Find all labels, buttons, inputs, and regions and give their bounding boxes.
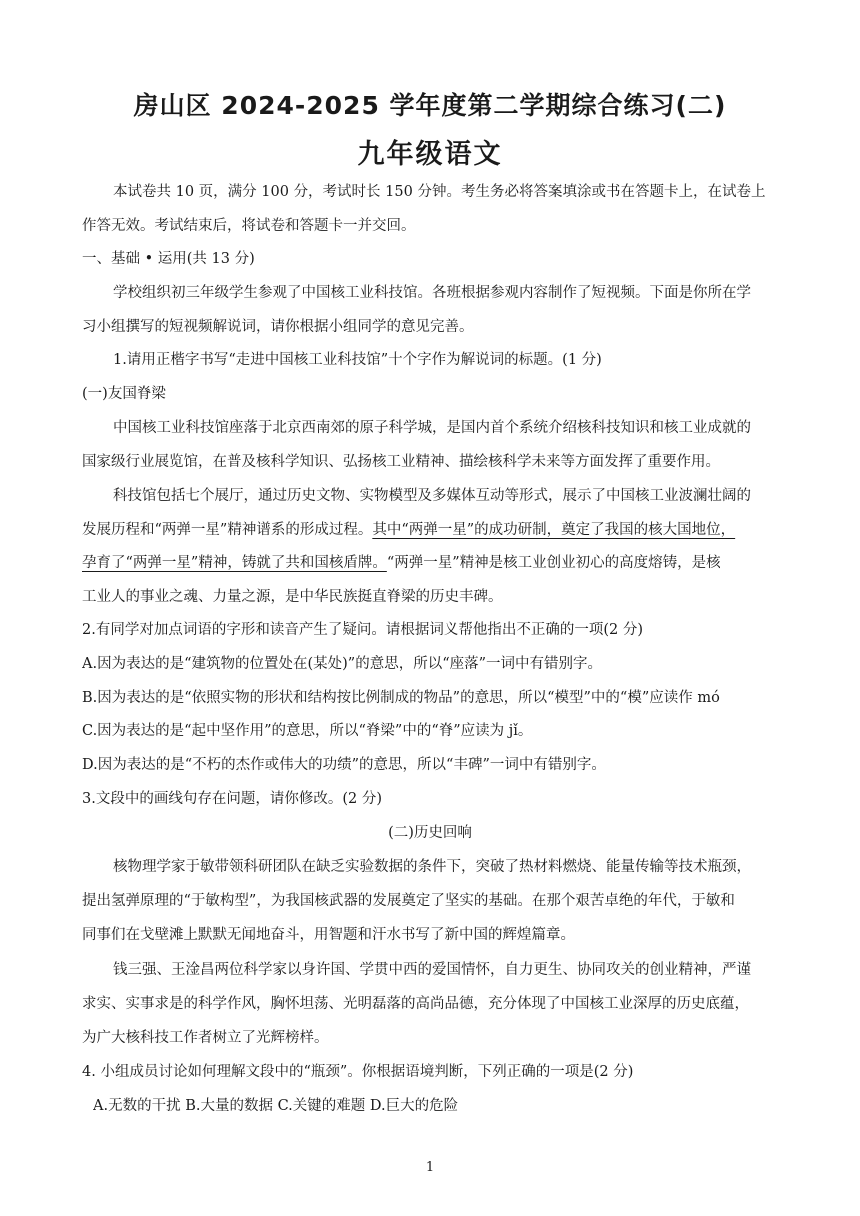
question-4: 4. 小组成员讨论如何理解文段中的“瓶颈”。你根据语境判断，下列正确的一项是(2 分) [82, 1064, 634, 1080]
intro-line: 本试卷共 10 页，满分 100 分，考试时长 150 分钟。考生务必将答案填涂或书在答题卡上，在试卷上 [113, 184, 766, 200]
option-b: B.因为表达的是“依照实物的形状和结构按比例制成的物品”的意思，所以“模型”中的“模”应读作 mó [82, 690, 720, 706]
intro-line: 作答无效。考试结束后，将试卷和答题卡一并交回。 [82, 218, 416, 234]
question-4-options: A.无数的干扰 B.大量的数据 C.关键的难题 D.巨大的危险 [93, 1098, 459, 1114]
passage-line: 工业人的事业之魂、力量之源，是中华民族挺直脊梁的历史丰碑。 [82, 589, 503, 605]
passage-line: 钱三强、王淦昌两位科学家以身许国、学贯中西的爱国情怀，自力更生、协同攻关的创业精神，严谨 [113, 962, 751, 978]
passage-line: 中国核工业科技馆座落于北京西南郊的原子科学城，是国内首个系统介绍核科技知识和核工业成就的 [113, 420, 751, 436]
passage-line [82, 553, 782, 573]
context-line: 习小组撰写的短视频解说词，请你根据小组同学的意见完善。 [82, 319, 474, 335]
context-line: 学校组织初三年级学生参观了中国核工业科技馆。各班根据参观内容制作了短视频。下面是你所在学 [113, 285, 751, 301]
passage-line: 国家级行业展览馆，在普及核科学知识、弘扬核工业精神、描绘核科学未来等方面发挥了重要作用。 [82, 454, 720, 470]
passage-line: 核物理学家于敏带领科研团队在缺乏实验数据的条件下，突破了热材料燃烧、能量传输等技术瓶颈， [113, 859, 751, 875]
part-title: (二)历史回响 [388, 825, 472, 841]
passage-line: 提出氢弹原理的“于敏构型”，为我国核武器的发展奠定了坚实的基础。在那个艰苦卓绝的年代，于敏和 [82, 893, 735, 909]
part-title: (一)友国脊梁 [82, 386, 166, 402]
passage-line: 为广大核科技工作者树立了光辉榜样。 [82, 1030, 329, 1046]
page-number: 1 [425, 1160, 435, 1175]
underlined-sentence: 其中“两弹一星”的成功研制，奠定了我国的核大国地位， [372, 522, 736, 538]
exam-title: 房山区 2024-2025 学年度第二学期综合练习(二) [133, 91, 727, 120]
question-2: 2.有同学对加点词语的字形和读音产生了疑问。请根据词义帮他指出不正确的一项(2 分) [82, 622, 643, 638]
passage-line [82, 520, 782, 540]
passage-text: “两弹一星”精神是核工业创业初心的高度熔铸，是核 [386, 555, 721, 571]
question-1: 1.请用正楷字书写“走进中国核工业科技馆”十个字作为解说词的标题。(1 分) [113, 352, 602, 368]
option-d: D.因为表达的是“不朽的杰作或伟大的功绩”的意思，所以“丰碑”一词中有错别字。 [82, 757, 606, 773]
passage-text: 发展历程和“两弹一星”精神谱系的形成过程。 [82, 522, 373, 538]
option-a: A.因为表达的是“建筑物的位置处在(某处)”的意思，所以“座落”一词中有错别字。 [82, 656, 603, 672]
underlined-sentence: 孕育了“两弹一星”精神，铸就了共和国核盾牌。 [82, 555, 387, 571]
passage-line: 科技馆包括七个展厅，通过历史文物、实物模型及多媒体互动等形式，展示了中国核工业波澜壮阔的 [113, 488, 751, 504]
exam-subtitle: 九年级语文 [357, 139, 503, 170]
passage-line: 求实、实事求是的科学作风，胸怀坦荡、光明磊落的高尚品德，充分体现了中国核工业深厚的历史底蕴， [82, 996, 749, 1012]
question-3: 3.文段中的画线句存在问题，请你修改。(2 分) [82, 791, 382, 807]
section-heading: 一、基础 • 运用(共 13 分) [82, 251, 255, 267]
passage-line: 同事们在戈壁滩上默默无闻地奋斗，用智题和汗水书写了新中国的辉煌篇章。 [82, 927, 575, 943]
option-c: C.因为表达的是“起中坚作用”的意思，所以“脊梁”中的“脊”应读为 jǐ。 [82, 723, 533, 739]
